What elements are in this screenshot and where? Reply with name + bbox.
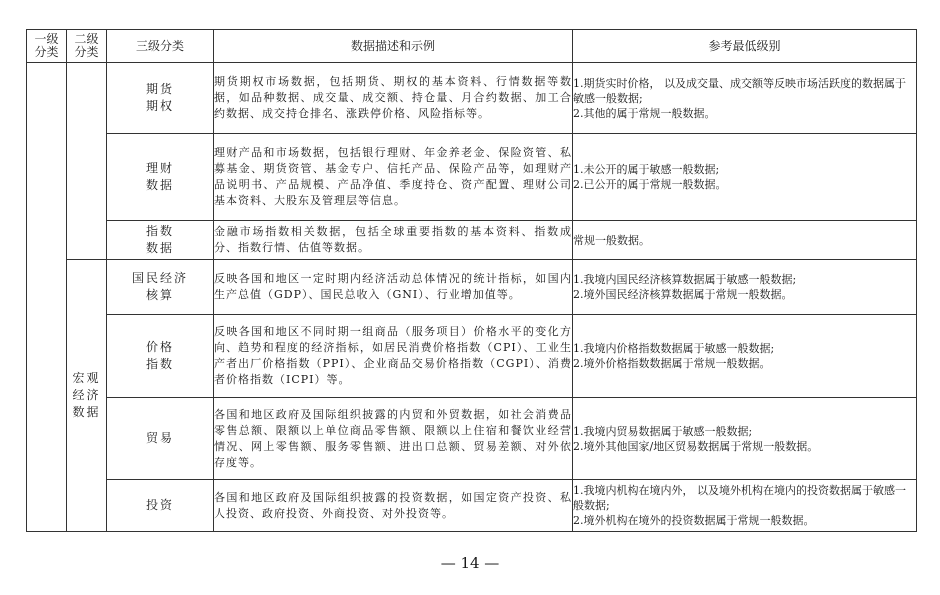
header-level1: 一级 分类 — [27, 30, 67, 63]
level-cell: 1.未公开的属于敏感一般数据; 2.已公开的属于常规一般数据。 — [573, 134, 917, 221]
table-row — [27, 260, 917, 315]
level-cell: 1.我境内国民经济核算数据属于敏感一般数据; 2.境外国民经济核算数据属于常规一般数据。 — [573, 260, 917, 315]
category-cell: 投资 — [107, 480, 214, 532]
header-level2: 二级 分类 — [67, 30, 107, 63]
level-cell: 1.期货实时价格， 以及成交量、成交额等反映市场活跃度的数据属于敏感一般数据; 2.其他的属于常规一般数据。 — [573, 63, 917, 134]
description-cell: 期货期权市场数据，包括期货、期权的基本资料、行情数据等数据，如品种数据、成交量、成交额、持仓量、月合约数据、加工合约数据、成交持仓排名、涨跌停价格、风险指标等。 — [214, 63, 573, 134]
table-row — [27, 63, 917, 134]
header-row — [27, 30, 917, 63]
table-row — [27, 398, 917, 480]
category-cell: 期货 期权 — [107, 63, 214, 134]
level2-cell-empty — [67, 63, 107, 260]
description-cell: 各国和地区政府及国际组织披露的内贸和外贸数据，如社会消费品零售总额、限额以上单位商品零售额、限额以上住宿和餐饮业经营情况、网上零售额、服务零售额、进出口总额、贸易差额、对外依存度等。 — [214, 398, 573, 480]
level-cell: 1.我境内价格指数数据属于敏感一般数据; 2.境外价格指数数据属于常规一般数据。 — [573, 315, 917, 398]
table-row — [27, 134, 917, 221]
header-description: 数据描述和示例 — [214, 30, 573, 63]
level2-cell-macro-economy: 宏观 经济 数据 — [67, 260, 107, 532]
description-cell: 各国和地区政府及国际组织披露的投资数据，如国定资产投资、私人投资、政府投资、外商投资、对外投资等。 — [214, 480, 573, 532]
level-cell: 常规一般数据。 — [573, 221, 917, 260]
description-cell: 理财产品和市场数据，包括银行理财、年金养老金、保险资管、私募基金、期货资管、基金专户、信托产品、保险产品等，如理财产品说明书、产品规模、产品净值、季度持仓、资产配置、理财公司基本资料、大股东及管理层等信息。 — [214, 134, 573, 221]
description-cell: 金融市场指数相关数据，包括全球重要指数的基本资料、指数成分、指数行情、估值等数据。 — [214, 221, 573, 260]
data-classification-table — [26, 29, 917, 532]
category-cell: 贸易 — [107, 398, 214, 480]
description-cell: 反映各国和地区一定时期内经济活动总体情况的统计指标，如国内生产总值（GDP）、国民总收入（GNI）、行业增加值等。 — [214, 260, 573, 315]
category-cell: 价格 指数 — [107, 315, 214, 398]
category-cell: 理财 数据 — [107, 134, 214, 221]
description-cell: 反映各国和地区不同时期一组商品（服务项目）价格水平的变化方向、趋势和程度的经济指标，如居民消费价格指数（CPI）、工业生产者出厂价格指数（PPI）、企业商品交易价格指数（CGPI）、消费者价格指数（ICPI）等。 — [214, 315, 573, 398]
level-cell: 1.我境内机构在境内外， 以及境外机构在境内的投资数据属于敏感一般数据; 2.境外机构在境外的投资数据属于常规一般数据。 — [573, 480, 917, 532]
table-row — [27, 480, 917, 532]
category-cell: 指数 数据 — [107, 221, 214, 260]
level1-cell — [27, 63, 67, 532]
level-cell: 1.我境内贸易数据属于敏感一般数据; 2.境外其他国家/地区贸易数据属于常规一般数据。 — [573, 398, 917, 480]
table-row — [27, 221, 917, 260]
header-level3: 三级分类 — [107, 30, 214, 63]
category-cell: 国民经济 核算 — [107, 260, 214, 315]
header-min-level: 参考最低级别 — [573, 30, 917, 63]
page-number: — 14 — — [440, 554, 500, 572]
table-row — [27, 315, 917, 398]
